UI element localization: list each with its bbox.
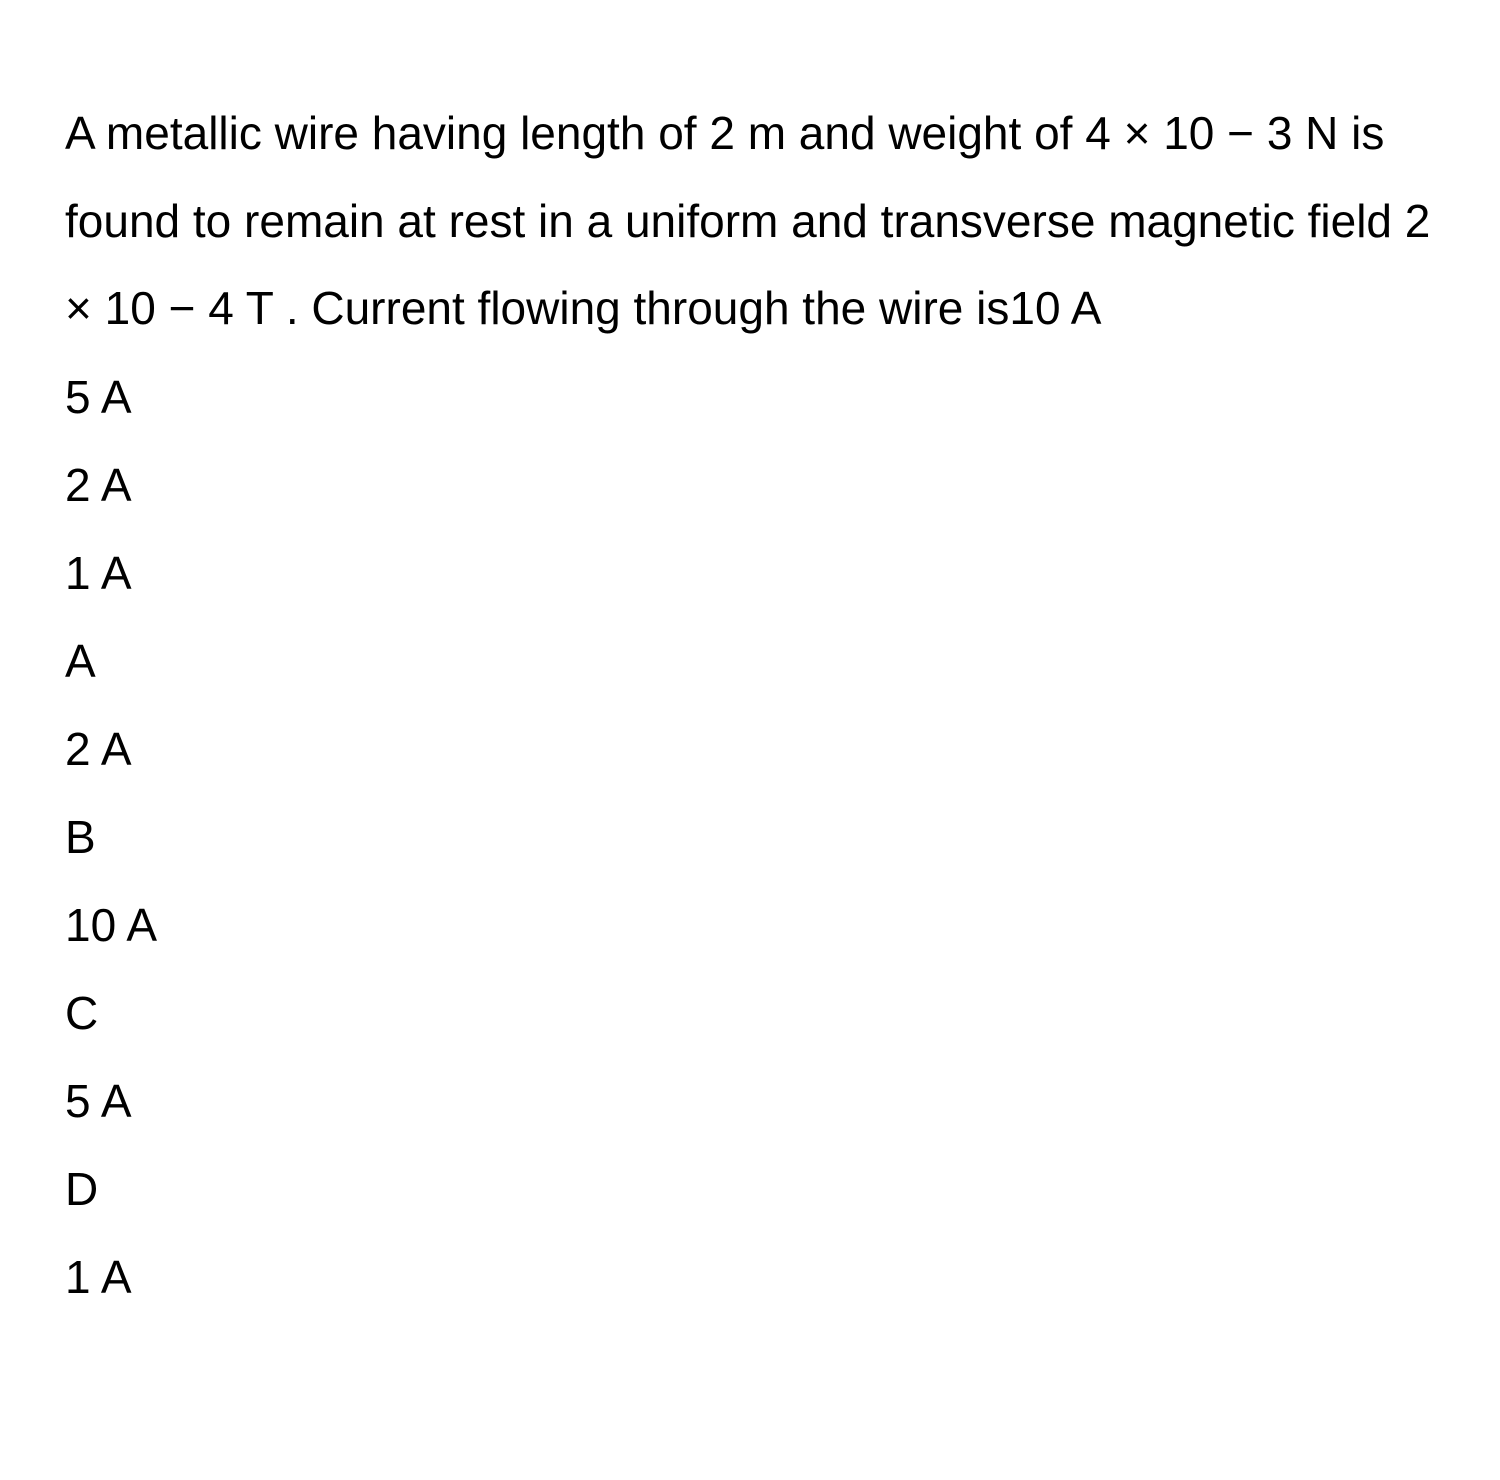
option-value-c: 5 A — [65, 1074, 132, 1127]
option-label-c: C — [65, 986, 99, 1039]
option-label-a: A — [65, 634, 96, 687]
option-label-d: D — [65, 1162, 99, 1215]
text-line-3: 1 A — [65, 546, 132, 599]
text-line-1: 5 A — [65, 370, 132, 423]
option-value-d: 1 A — [65, 1250, 132, 1303]
option-value-a: 2 A — [65, 722, 132, 775]
text-line-2: 2 A — [65, 458, 132, 511]
option-value-b: 10 A — [65, 898, 158, 951]
question-text: A metallic wire having length of 2 m and weight of 4 × 10 − 3 N is found to remain at rest in a uniform and transverse magnetic field 2 × 10 − 4 T . Current flowing through the wire is10 A — [65, 107, 1431, 334]
document-body — [65, 90, 1445, 1321]
option-label-b: B — [65, 810, 96, 863]
